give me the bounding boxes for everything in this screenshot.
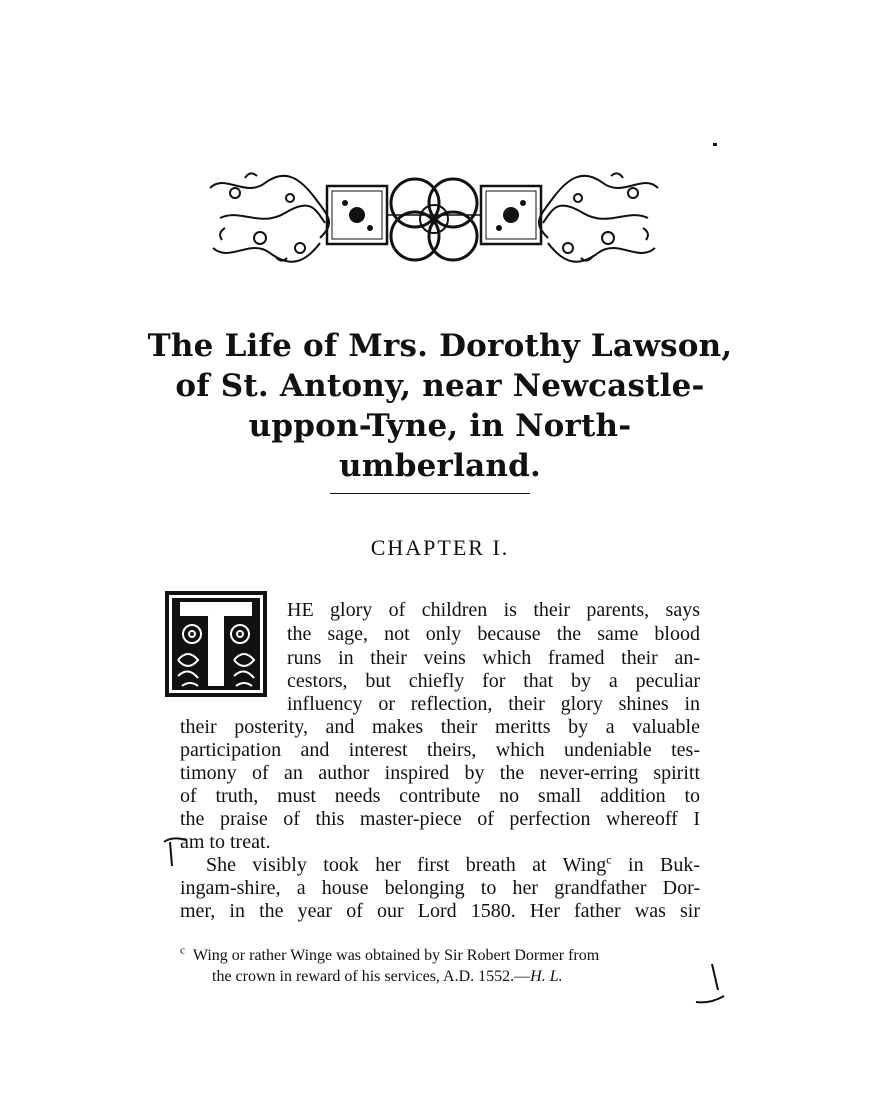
footnote-line: [180, 946, 599, 966]
handwritten-bracket-mark: [690, 960, 730, 1010]
footnote-marker: c: [180, 944, 185, 957]
title-line: umberland.: [339, 448, 541, 484]
footnote-attribution: H. L.: [530, 968, 563, 985]
handwritten-bracket-mark: [160, 830, 190, 870]
divider-rule: [330, 493, 530, 494]
title-line: uppon-Tyne, in North-: [248, 408, 632, 444]
body-line-with-footnote-ref: [206, 853, 700, 877]
ornamental-headpiece: [205, 168, 663, 270]
title-line: The Life of Mrs. Dorothy Lawson,: [147, 328, 733, 364]
footnote-reference: c: [606, 852, 612, 867]
body-line: ingam-shire, a house belonging to her grandfather Dor-: [180, 877, 700, 899]
body-line: the sage, not only because the same blood: [287, 623, 700, 645]
body-line: HE glory of children is their parents, says: [287, 599, 700, 621]
body-line: runs in their veins which framed their an-: [287, 647, 700, 669]
body-line: of truth, must needs contribute no small addition to: [180, 785, 700, 807]
body-line: mer, in the year of our Lord 1580. Her father was sir: [180, 900, 700, 922]
body-line: timony of an author inspired by the never-erring spiritt: [180, 762, 700, 784]
body-line: the praise of this master-piece of perfection whereoff I: [180, 808, 700, 830]
body-line: influency or reflection, their glory shines in: [287, 693, 700, 715]
body-text: She visibly took her first breath at Wing: [206, 854, 607, 876]
footnote-text: Wing or rather Winge was obtained by Sir Robert Dormer from: [192, 947, 600, 964]
body-text: in Buk-: [611, 854, 700, 876]
chapter-heading: CHAPTER I.: [370, 535, 510, 560]
body-line: am to treat.: [180, 831, 271, 853]
footnote-line: [212, 967, 563, 987]
body-line: participation and interest theirs, which undeniable tes-: [180, 739, 700, 761]
title-line: of St. Antony, near Newcastle-: [175, 368, 705, 404]
body-line: cestors, but chiefly for that by a peculiar: [287, 670, 700, 692]
book-title: [140, 326, 740, 486]
dropcap-letter: T: [215, 614, 217, 615]
speck-mark: [713, 143, 717, 146]
footnote-text: the crown in reward of his services, A.D. 1552.—: [212, 968, 531, 985]
body-line: their posterity, and makes their meritts by a valuable: [180, 716, 700, 738]
decorated-dropcap-t: [164, 590, 268, 698]
